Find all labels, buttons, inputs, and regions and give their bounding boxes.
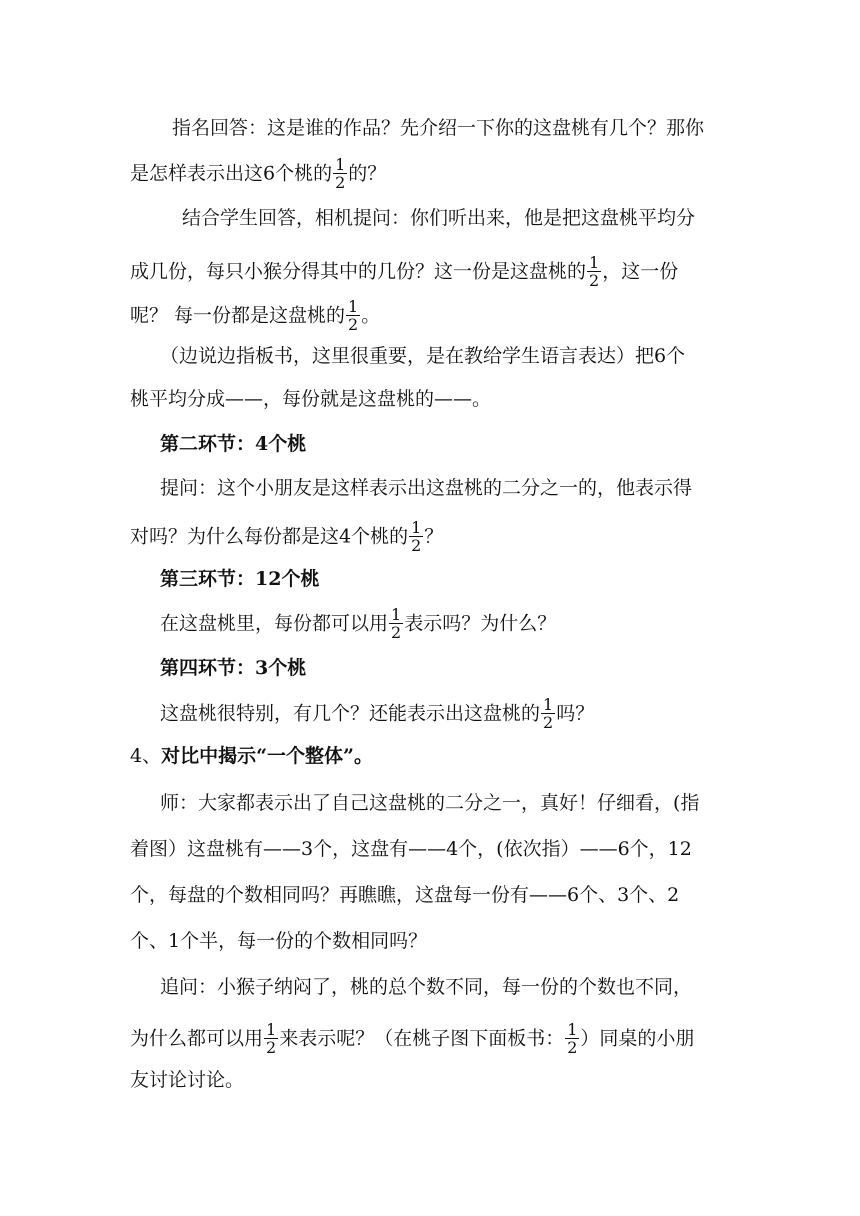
fraction-half: $\frac{1}{2}$ — [543, 695, 554, 732]
para8-line1: 追问：小猴子纳闷了，桃的总个数不同，每一份的个数也不同， — [160, 976, 693, 998]
para5-text-b: 表示吗？为什么？ — [404, 612, 557, 635]
para8-line2-text-b: 来表示呢？（在桃子图下面板书： — [279, 1027, 565, 1050]
fraction-half: $\frac{1}{2}$ — [266, 1020, 277, 1057]
fraction-half: $\frac{1}{2}$ — [411, 518, 422, 555]
para3-line1: （边说边指板书，这里很重要，是在教给学生语言表达）把6个 — [160, 345, 686, 367]
para4-line2-text-b: ？ — [424, 525, 444, 548]
para4-line2-text-a: 对吗？为什么每份都是这4个桃的 — [130, 525, 409, 548]
para2-line2-text-a: 成几份，每只小猴分得其中的几份？这一份是这盘桃的 — [130, 260, 587, 283]
fraction-half: $\frac{1}{2}$ — [335, 155, 346, 192]
para6-text-b: 吗？ — [556, 702, 595, 725]
section-4-heading — [130, 744, 373, 768]
section-4-title: 对比中揭示“一个整体”。 — [161, 745, 373, 767]
para2-line1: 结合学生回答，相机提问：你们听出来，他是把这盘桃平均分 — [182, 207, 696, 229]
para4-line1: 提问：这个小朋友是这样表示出这盘桃的二分之一的，他表示得 — [160, 477, 693, 499]
heading-section-three: 第三环节：12个桃 — [160, 568, 320, 590]
para8-line3: 友讨论讨论。 — [130, 1069, 245, 1091]
para5-line1 — [160, 607, 556, 642]
para1-line2 — [130, 157, 386, 192]
fraction-half: $\frac{1}{2}$ — [589, 253, 600, 290]
para8-line2-text-a: 为什么都可以用 — [130, 1027, 264, 1050]
para7-line2: 着图）这盘桃有——3个，这盘有——4个，(依次指）——6个，12 — [130, 838, 692, 860]
para2-line3 — [130, 299, 380, 334]
para7-line4: 个、1个半，每一份的个数相同吗？ — [130, 930, 428, 952]
para1-line2-text-b: 的？ — [348, 162, 387, 185]
para1-line1: 指名回答：这是谁的作品？先介绍一下你的这盘桃有几个？那你 — [172, 117, 705, 139]
fraction-half: $\frac{1}{2}$ — [348, 297, 359, 334]
para7-line1: 师：大家都表示出了自己这盘桃的二分之一，真好！仔细看，(指 — [160, 792, 700, 814]
para8-line2-text-c: ）同桌的小朋 — [580, 1027, 695, 1050]
heading-section-four: 第四环节：3个桃 — [160, 657, 307, 679]
para3-line2: 桃平均分成——，每份就是这盘桃的——。 — [130, 388, 492, 410]
para2-line3-text-a: 呢？ 每一份都是这盘桃的 — [130, 304, 346, 327]
para2-line2 — [130, 255, 678, 290]
fraction-half: $\frac{1}{2}$ — [567, 1020, 578, 1057]
para8-line2 — [130, 1022, 694, 1057]
section-4-number: 4、 — [130, 745, 162, 767]
para5-text-a: 在这盘桃里，每份都可以用 — [160, 612, 389, 635]
para6-text-a: 这盘桃很特别，有几个？还能表示出这盘桃的 — [160, 702, 541, 725]
para6-line1 — [160, 697, 594, 732]
para2-line2-text-b: ，这一份 — [602, 260, 679, 283]
para2-line3-text-b: 。 — [361, 304, 381, 327]
para4-line2 — [130, 520, 443, 555]
para1-line2-text-a: 是怎样表示出这6个桃的 — [130, 162, 333, 185]
para7-line3: 个，每盘的个数相同吗？再瞧瞧，这盘每一份有——6个、3个、2 — [130, 884, 680, 906]
fraction-half: $\frac{1}{2}$ — [391, 605, 402, 642]
heading-section-two: 第二环节：4个桃 — [160, 433, 307, 455]
